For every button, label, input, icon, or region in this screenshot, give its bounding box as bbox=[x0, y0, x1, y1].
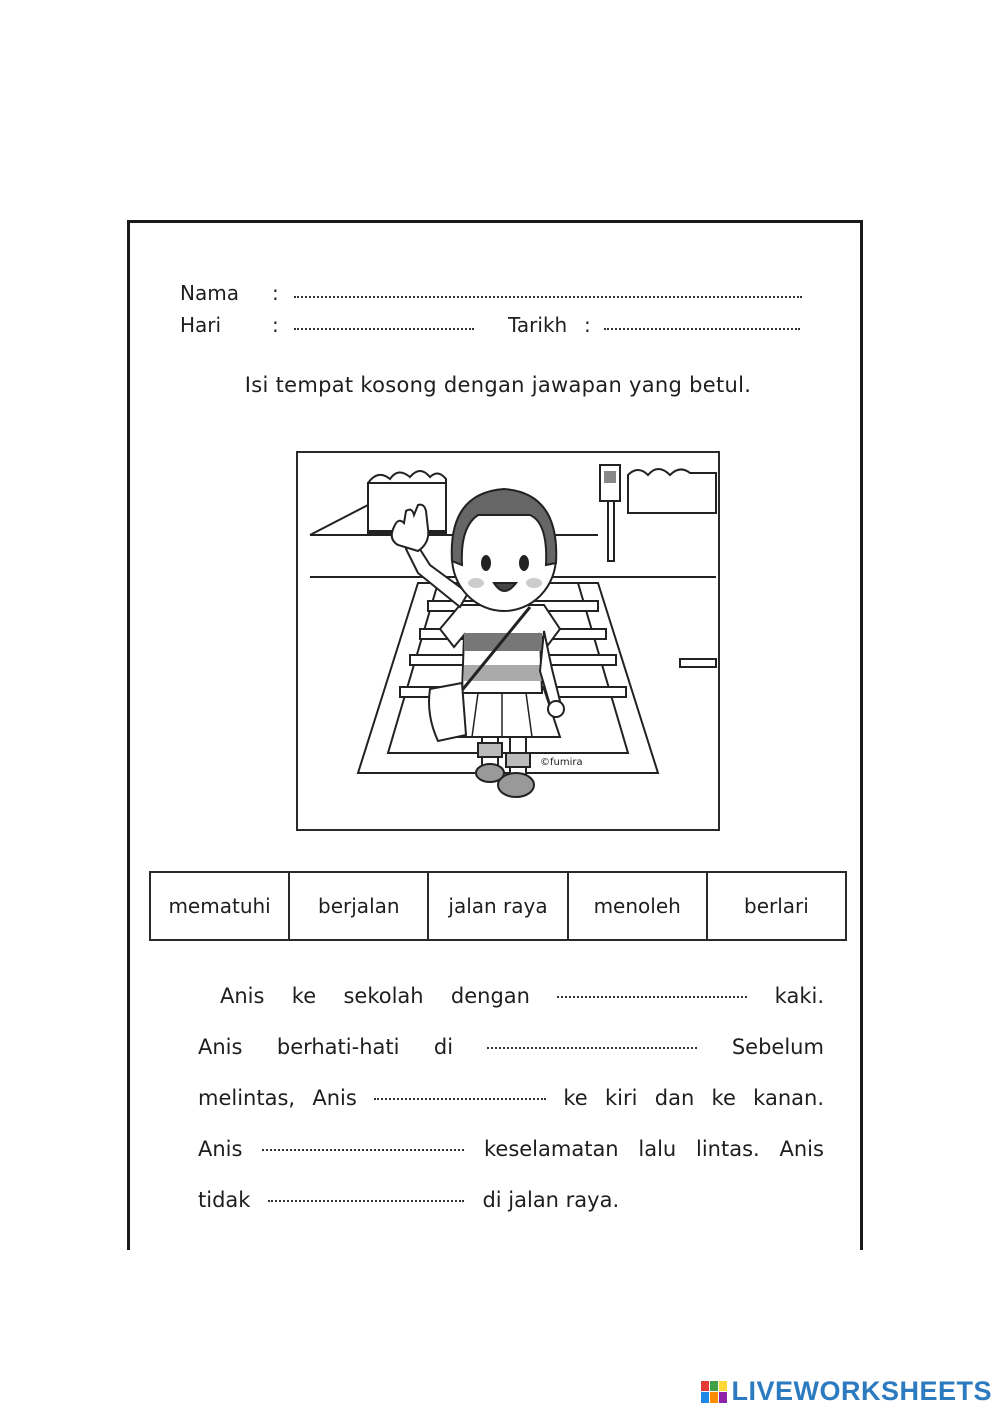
passage-word: kanan. bbox=[753, 1086, 824, 1110]
passage-word: Anis bbox=[198, 1035, 243, 1059]
blank-1-input[interactable] bbox=[557, 994, 747, 998]
passage-word: kaki. bbox=[774, 984, 824, 1008]
hari-input-line[interactable] bbox=[294, 326, 474, 330]
nama-row bbox=[180, 281, 802, 305]
hari-label: Hari bbox=[180, 313, 222, 337]
nama-input-line[interactable] bbox=[294, 294, 802, 298]
blank-4-input[interactable] bbox=[262, 1147, 464, 1151]
passage-word: Anis bbox=[220, 984, 265, 1008]
passage-word: Sebelum bbox=[731, 1035, 824, 1059]
nama-colon: : bbox=[272, 281, 279, 305]
liveworksheets-logo-icon bbox=[701, 1381, 727, 1403]
passage-word: melintas, bbox=[198, 1086, 296, 1110]
passage-line-4 bbox=[198, 1124, 824, 1175]
passage-word: kiri bbox=[605, 1086, 638, 1110]
girl-crossing-road-illustration bbox=[298, 453, 718, 829]
blank-3-input[interactable] bbox=[374, 1096, 546, 1100]
tarikh-input-line[interactable] bbox=[604, 326, 800, 330]
passage-word: Anis bbox=[779, 1137, 824, 1161]
word-bank-table bbox=[149, 871, 847, 941]
passage-word: lintas. bbox=[696, 1137, 760, 1161]
passage-word: di bbox=[433, 1035, 454, 1059]
word-bank-item[interactable]: jalan raya bbox=[429, 873, 568, 939]
passage-word: sekolah bbox=[343, 984, 424, 1008]
passage-line-1 bbox=[198, 971, 824, 1022]
passage-line-5 bbox=[198, 1175, 824, 1226]
passage-word: di jalan raya. bbox=[482, 1188, 620, 1212]
crossing-illustration bbox=[296, 451, 720, 831]
passage-word: ke bbox=[711, 1086, 736, 1110]
passage-word: tidak bbox=[198, 1188, 251, 1212]
passage-word: ke bbox=[563, 1086, 588, 1110]
passage-word: Anis bbox=[312, 1086, 357, 1110]
tarikh-label: Tarikh bbox=[508, 313, 568, 337]
passage-word: berhati-hati bbox=[276, 1035, 400, 1059]
word-bank-item[interactable]: berjalan bbox=[290, 873, 429, 939]
worksheet-frame bbox=[127, 220, 863, 1250]
illustration-credit: ©fumira bbox=[540, 757, 583, 768]
passage-word: dan bbox=[654, 1086, 695, 1110]
passage-word: Anis bbox=[198, 1137, 243, 1161]
nama-label: Nama bbox=[180, 281, 239, 305]
liveworksheets-logo bbox=[701, 1376, 992, 1407]
instruction-text: Isi tempat kosong dengan jawapan yang betul. bbox=[244, 373, 752, 397]
hari-colon: : bbox=[272, 313, 279, 337]
blank-2-input[interactable] bbox=[487, 1045, 697, 1049]
hari-row bbox=[180, 313, 800, 337]
passage-word: dengan bbox=[450, 984, 530, 1008]
word-bank-item[interactable]: mematuhi bbox=[151, 873, 290, 939]
tarikh-colon: : bbox=[584, 313, 591, 337]
passage-word: ke bbox=[291, 984, 317, 1008]
liveworksheets-logo-text: LIVEWORKSHEETS bbox=[731, 1376, 992, 1406]
passage-line-2 bbox=[198, 1022, 824, 1073]
passage-word: lalu bbox=[638, 1137, 677, 1161]
passage bbox=[198, 971, 824, 1226]
word-bank-item[interactable]: menoleh bbox=[569, 873, 708, 939]
blank-5-input[interactable] bbox=[268, 1198, 464, 1202]
passage-line-3 bbox=[198, 1073, 824, 1124]
passage-word: keselamatan bbox=[483, 1137, 619, 1161]
word-bank-item[interactable]: berlari bbox=[744, 894, 809, 918]
